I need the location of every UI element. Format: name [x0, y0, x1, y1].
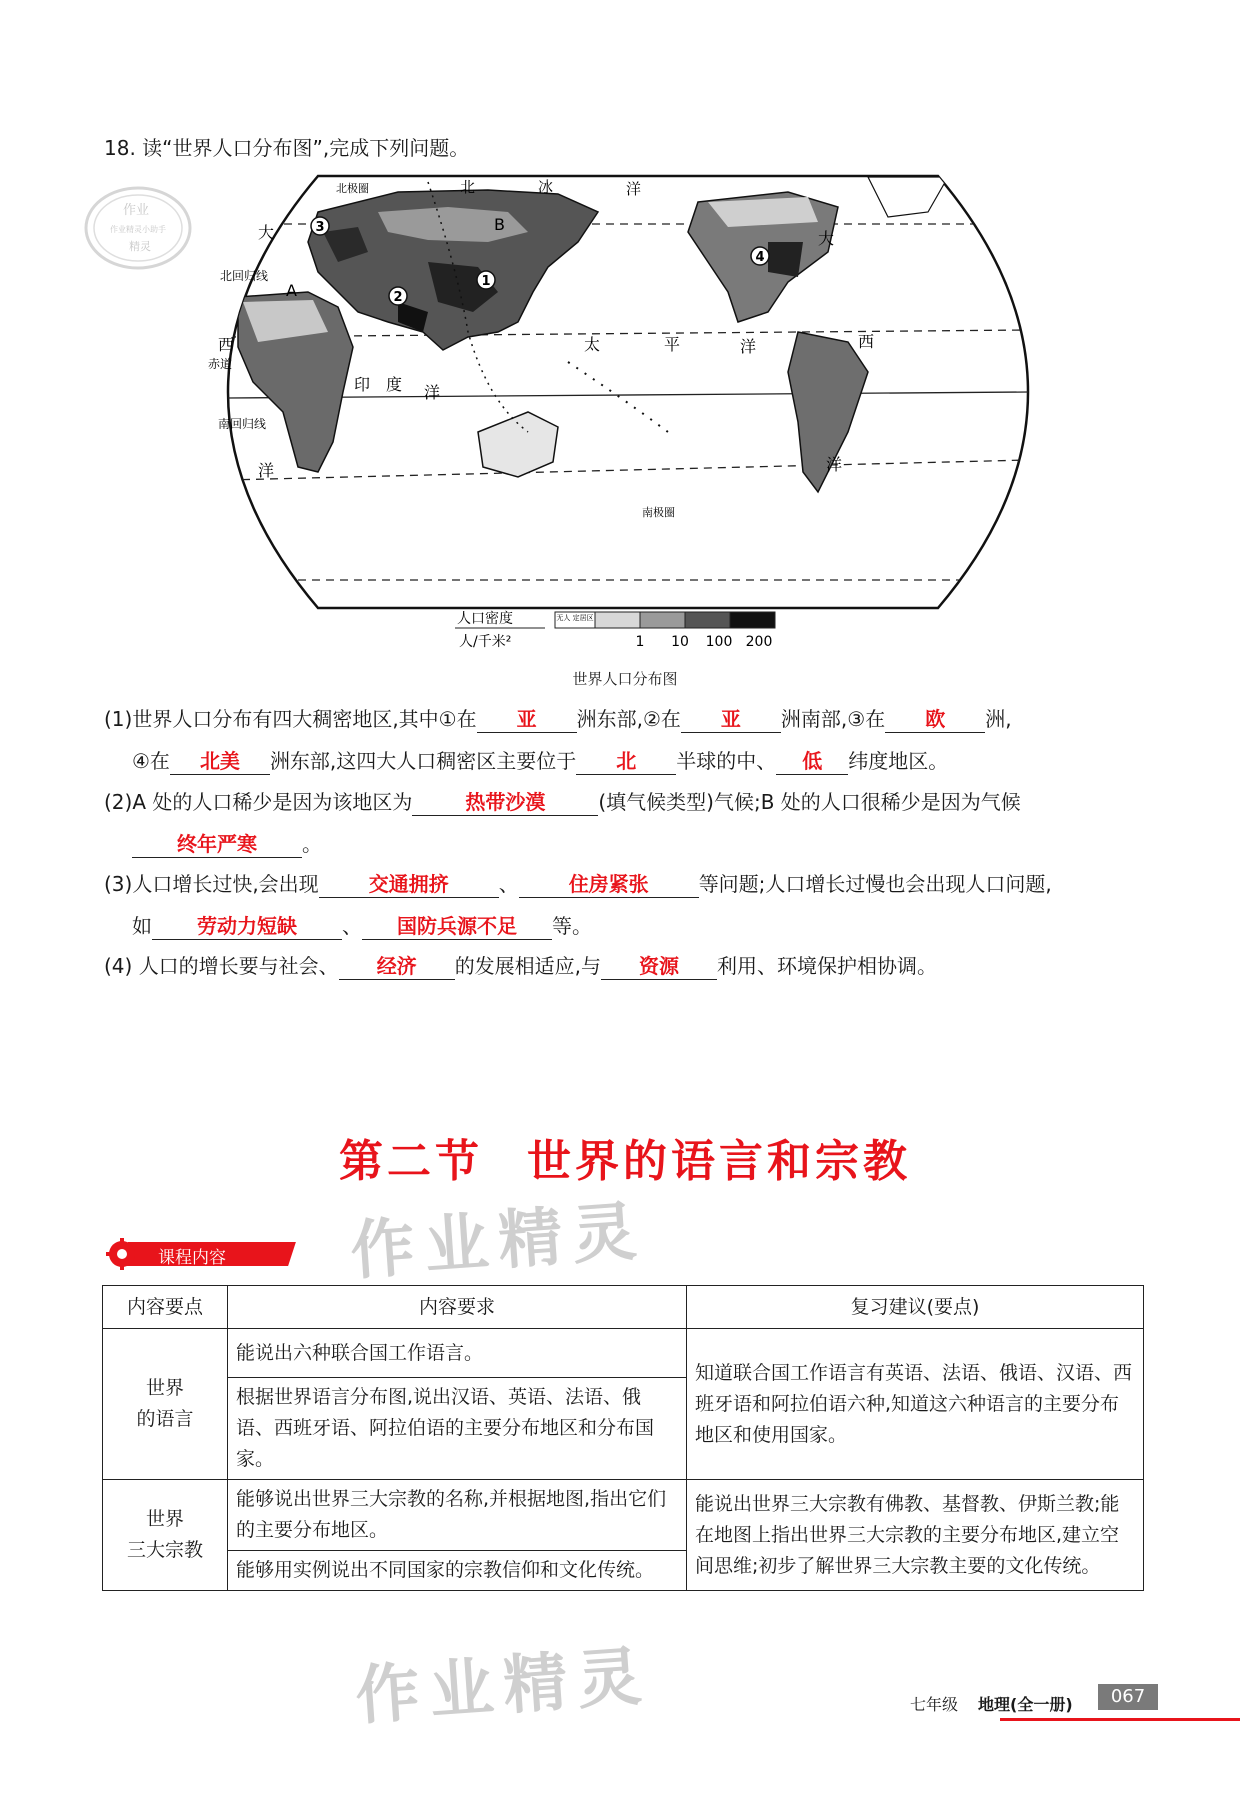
- banner-label: 课程内容: [158, 1248, 226, 1268]
- map-label-tropic-cancer: 北回归线: [220, 269, 269, 283]
- q2-answer-1: 热带沙漠: [412, 789, 598, 816]
- legend-value-4: 200: [745, 634, 773, 650]
- q3-answer-4: 国防兵源不足: [362, 913, 552, 940]
- legend-unit: 人/千米²: [459, 634, 512, 650]
- page-number: 067: [1098, 1684, 1158, 1710]
- section-title: 第二节 世界的语言和宗教: [339, 1136, 911, 1187]
- atlantic-left-3: 洋: [258, 461, 275, 480]
- indian-label-2: 度: [386, 375, 403, 394]
- requirement-cell: 根据世界语言分布图,说出汉语、英语、法语、俄语、西班牙语、阿拉伯语的主要分布地区和分布国家。: [228, 1378, 687, 1480]
- table-row: [103, 1329, 1144, 1378]
- table-row: [103, 1480, 1144, 1551]
- map-legend: [455, 608, 795, 658]
- q2-line-2: 终年严寒 。: [132, 828, 322, 858]
- table-header: 内容要点: [103, 1286, 228, 1329]
- q1-answer-6: 低: [776, 748, 848, 775]
- arctic-label-1: 北: [460, 178, 476, 196]
- course-outline-table: [102, 1285, 1144, 1591]
- q1-answer-4: 北美: [170, 748, 270, 775]
- requirement-cell: 能说出六种联合国工作语言。: [228, 1329, 687, 1378]
- footer-grade: 七年级: [910, 1695, 959, 1714]
- stamp-text-bottom: 精灵: [129, 240, 151, 253]
- table-header: 内容要求: [228, 1286, 687, 1329]
- map-label-1: 1: [481, 274, 491, 289]
- legend-no-people: 无人 定居区: [556, 614, 594, 622]
- q1-line-2: ④在 北美 洲东部,这四大人口稠密区主要位于 北 半球的中、 低 纬度地区。: [132, 749, 949, 773]
- atlantic-left-2: 西: [218, 335, 235, 354]
- map-label-a: A: [286, 281, 297, 300]
- pacific-label-2: 平: [664, 335, 681, 354]
- requirement-cell: 能够用实例说出不同国家的宗教信仰和文化传统。: [228, 1551, 687, 1591]
- q4-answer-1: 经济: [339, 953, 455, 980]
- q3-answer-2: 住房紧张: [519, 871, 699, 898]
- q1-answer-5: 北: [576, 748, 676, 775]
- q1-answer-3: 欧: [885, 706, 985, 733]
- course-content-banner: [104, 1238, 294, 1268]
- table-header: 复习建议(要点): [687, 1286, 1144, 1329]
- stamp-text-top: 作业: [122, 203, 150, 218]
- legend-value-2: 10: [671, 634, 689, 650]
- pacific-label-3: 洋: [740, 337, 757, 356]
- arctic-label-2: 冰: [538, 178, 554, 196]
- q1-line-1: (1)世界人口分布有四大稠密地区,其中①在 亚 洲东部,②在 亚 洲南部,③在 欧 洲,: [104, 707, 1012, 731]
- world-population-map: [208, 172, 1028, 612]
- footer-subject: 地理(全一册): [978, 1695, 1073, 1714]
- atlantic-left-1: 大: [258, 223, 275, 242]
- advice-cell: 能说出世界三大宗教有佛教、基督教、伊斯兰教;能在地图上指出世界三大宗教的主要分布地区,建立空间思维;初步了解世界三大宗教主要的文化传统。: [687, 1480, 1144, 1591]
- q2-line-1: (2)A 处的人口稀少是因为该地区为 热带沙漠 (填气候类型)气候;B 处的人口很稀少是因为气候: [104, 790, 1021, 814]
- map-label-4: 4: [755, 250, 765, 265]
- q3-answer-3: 劳动力短缺: [152, 913, 342, 940]
- legend-value-1: 1: [635, 634, 645, 650]
- q4-line-1: (4) 人口的增长要与社会、 经济 的发展相适应,与 资源 利用、环境保护相协调。: [104, 954, 938, 978]
- atlantic-right-2: 西: [858, 332, 875, 351]
- pacific-label-1: 太: [584, 335, 601, 354]
- arctic-label-3: 洋: [626, 180, 642, 198]
- watermark-bottom: 作业精灵: [353, 1639, 654, 1735]
- stamp-text-mid: 作业精灵小助手: [110, 225, 166, 234]
- advice-cell: 知道联合国工作语言有英语、法语、俄语、汉语、西班牙语和阿拉伯语六种,知道这六种语言的主要分布地区和使用国家。: [687, 1329, 1144, 1480]
- legend-value-3: 100: [705, 634, 733, 650]
- map-label-tropic-capricorn: 南回归线: [218, 417, 267, 431]
- stamp-watermark: [78, 178, 198, 278]
- table-header-row: [103, 1286, 1144, 1329]
- indian-label-1: 印: [354, 375, 371, 394]
- watermark-top: 作业精灵: [348, 1194, 649, 1290]
- q4-answer-2: 资源: [601, 953, 717, 980]
- map-label-2: 2: [393, 290, 403, 305]
- map-label-3: 3: [315, 220, 325, 235]
- q3-line-1: (3)人口增长过快,会出现 交通拥挤 、 住房紧张 等问题;人口增长过慢也会出现人口问题,: [104, 872, 1052, 896]
- map-label-north-polar: 北极圈: [336, 182, 369, 195]
- footer-divider: [1000, 1718, 1240, 1721]
- map-label-south-polar: 南极圈: [642, 506, 675, 519]
- q3-answer-1: 交通拥挤: [319, 871, 499, 898]
- map-caption: 世界人口分布图: [572, 670, 678, 688]
- indian-label-3: 洋: [424, 383, 441, 402]
- atlantic-right-1: 大: [818, 229, 835, 248]
- question-title: 18. 读“世界人口分布图”,完成下列问题。: [104, 136, 470, 160]
- q3-line-2: 如 劳动力短缺 、 国防兵源不足 等。: [132, 914, 592, 938]
- topic-cell: 世界 三大宗教: [103, 1480, 228, 1591]
- gear-icon: [106, 1238, 138, 1270]
- q1-answer-1: 亚: [477, 706, 577, 733]
- topic-cell: 世界 的语言: [103, 1329, 228, 1480]
- atlantic-right-3: 洋: [826, 455, 843, 474]
- legend-title: 人口密度: [457, 611, 513, 627]
- requirement-cell: 能够说出世界三大宗教的名称,并根据地图,指出它们的主要分布地区。: [228, 1480, 687, 1551]
- map-label-equator: 赤道: [208, 357, 233, 371]
- map-label-b: B: [494, 215, 505, 234]
- q1-answer-2: 亚: [681, 706, 781, 733]
- q2-answer-2: 终年严寒: [132, 831, 302, 858]
